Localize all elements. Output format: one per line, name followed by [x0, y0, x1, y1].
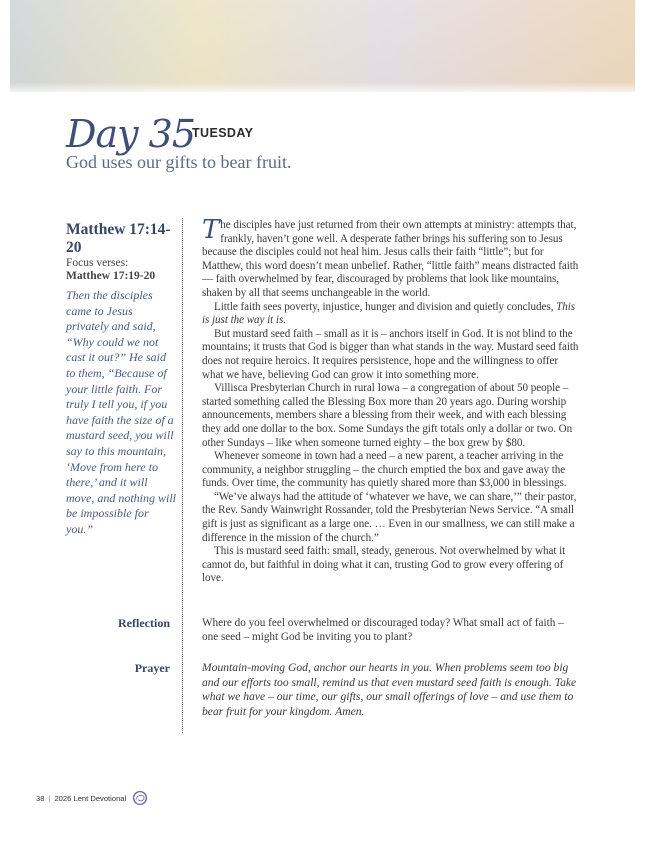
- weekday-label: TUESDAY: [192, 126, 254, 140]
- reflection-text: Where do you feel overwhelmed or discouraged today? What small act of faith – one seed – might God be inviting you to plant?: [202, 617, 564, 643]
- paragraph-text: Little faith sees poverty, injustice, hunger and division and quietly concludes,: [214, 300, 557, 313]
- verse-quote: Then the disciples came to Jesus privately and said, “Why could we not cast it out?” He said to them, “Because of your little faith. For truly I tell you, if you have faith the size of a mustard seed, you will say to this mountain, ‘Move from here to there,’ and it will move, and nothing will be impossible for you.”: [66, 288, 176, 536]
- paragraph-text: he disciples have just returned from their own attempts at ministry: attempts that, frankly, haven’t gone well. A desperate father brings his suffering son to Jesus because the disciples could not heal him. Jesus calls their faith “little”; but for Matthew, this word doesn’t mean unbelief. Rather, “little faith” means distracted faith — faith overwhelmed by fear, discouraged by problems that look like mountains, shaken by all that seems unchangeable in the world.: [202, 219, 579, 299]
- swirl-logo-icon: [132, 790, 148, 806]
- day-label: Day 35: [66, 112, 196, 156]
- prayer-label: Prayer: [134, 661, 170, 675]
- dotted-divider: [182, 218, 183, 733]
- body-paragraph: This is mustard seed faith: small, steady, generous. Not overwhelmed by what it cannot do, but faithful in doing what it can, trusting God to grow every offering of love.: [202, 545, 566, 585]
- paragraph-emphasis: This is just the way it is.: [202, 300, 576, 327]
- prayer-text: Mountain-moving God, anchor our hearts in you. When problems seem too big and our efforts too small, remind us that even mustard seed faith is enough. Take what we have – our time, our gifts, our small offerings of love – and use them to bear fruit for your kingdom. Amen.: [202, 661, 577, 718]
- body-paragraph: Whenever someone in town had a need – a new parent, a teacher arriving in the community, a neighbor struggling – the church emptied the box and gave away the funds. Over time, the community has quietly shared more than $3,000 in blessings.: [202, 450, 567, 490]
- body-paragraph: [202, 215, 582, 301]
- body-paragraph: But mustard seed faith – small as it is – anchors itself in God. It is not blind to the mountains; it trusts that God is bigger than what stands in the way. Mustard seed faith does not require heroics. It requires persistence, hope and the willingness to offer what we have, believing God can grow it into something more.: [202, 327, 579, 381]
- page-subtitle: God uses our gifts to bear fruit.: [66, 152, 292, 172]
- page-number: 38: [36, 793, 45, 803]
- body-paragraph: [202, 301, 582, 328]
- footer-separator: |: [48, 793, 51, 803]
- scripture-sidebar: [66, 221, 176, 538]
- body-paragraph: Villisca Presbyterian Church in rural Iowa – a congregation of about 50 people – started something called the Blessing Box more than 20 years ago. During worship announcements, members share a blessing from their week, and with each blessing they add one dollar to the box. Some Sundays the gift totals only a dollar or two. On other Sundays – like when someone turned eighty – the box grew by $80.: [202, 382, 573, 449]
- reflection-label: Reflection: [118, 616, 170, 630]
- drop-cap: T: [202, 215, 220, 245]
- focus-verses-reference: Matthew 17:19-20: [66, 270, 156, 282]
- scripture-reference: Matthew 17:14-20: [66, 221, 171, 256]
- page-footer: [36, 789, 148, 807]
- header-banner: [10, 0, 635, 92]
- publication-title: 2026 Lent Devotional: [54, 793, 127, 803]
- devotional-body: [202, 215, 582, 586]
- focus-verses-label: Focus verses:: [66, 257, 129, 269]
- body-paragraph: “We’ve always had the attitude of ‘whatever we have, we can share,’” their pastor, the Rev. Sandy Wainwright Rossander, told the Presbyterian News Service. “A small gift is just as significant as a large one. … Even in our smallness, we can still make a difference in the mission of the church.”: [202, 490, 577, 544]
